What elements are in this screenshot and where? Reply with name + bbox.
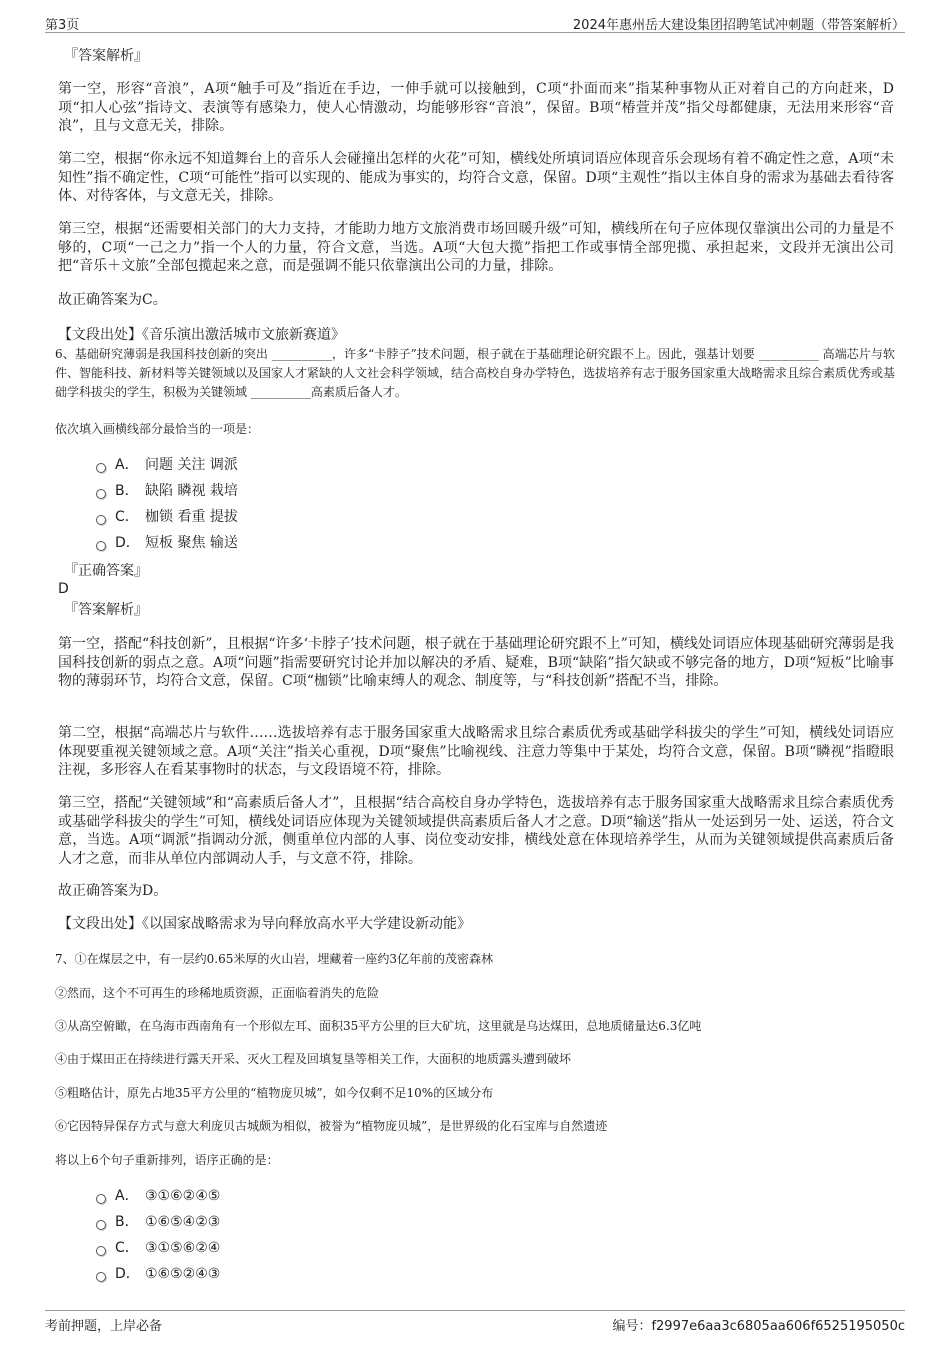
option-b[interactable]: [96, 1213, 220, 1231]
source-citation: 【文段出处】《音乐演出激活城市文旅新赛道》: [58, 327, 345, 343]
radio-icon[interactable]: [96, 515, 106, 525]
conclusion: 故正确答案为D。: [58, 883, 168, 899]
sentence-1: 7、①在煤层之中，有一层约0.65米厚的火山岩，埋藏着一座约3亿年前的茂密森林: [55, 952, 493, 966]
question-prompt: 依次填入画横线部分最恰当的一项是：: [55, 422, 260, 436]
option-letter: B．: [115, 483, 139, 499]
conclusion: 故正确答案为C。: [58, 292, 167, 308]
option-d[interactable]: [96, 1265, 220, 1283]
option-letter: B．: [115, 1214, 139, 1230]
page-header: [45, 12, 905, 33]
analysis-paragraph: 第一空，形容“音浪”，A项“触手可及”指近在手边，一伸手就可以接触到，C项“扑面而来”指某种事物从正对着自己的方向赶来，D项“扣人心弦”指诗文、表演等有感染力，使人心情激动，均能够形容“音浪”，保留。B项“椿萱并茂”指父母都健康，无法用来形容“音浪”，且与文意无关，排除。: [58, 81, 894, 135]
analysis-paragraph: 第一空，搭配“科技创新”，且根据“许多‘卡脖子’技术问题，根子就在于基础理论研究跟不上”可知，横线处词语应体现基础研究薄弱是我国科技创新的弱点之意。A项“问题”指需要研究讨论并加以解决的矛盾、疑难，B项“缺陷”指欠缺或不够完备的地方，D项“短板”比喻事物的薄弱环节，均符合文意，保留。C项“枷锁”比喻束缚人的观念、制度等，与“科技创新”搭配不当，排除。: [58, 636, 894, 690]
option-a[interactable]: [96, 1187, 220, 1205]
question-stem: 6、基础研究薄弱是我国科技创新的突出 __________，许多“卡脖子”技术问题，根子就在于基础理论研究跟不上。因此，强基计划要 __________ 高端芯片与软件、智能科技、新材料等关键领域以及国家人才紧缺的人文社会科学领域，结合高校自身办学特色，选拔培养有志于服务国家重大战略需求且综合素质优秀或基础学科拔尖的学生，积极为关键领域 __________高素质后备人才。: [55, 347, 896, 399]
option-c[interactable]: [96, 1239, 220, 1257]
option-letter: D．: [115, 1266, 140, 1282]
radio-icon[interactable]: [96, 463, 106, 473]
sentence-5: ⑤粗略估计，原先占地35平方公里的“植物庞贝城”，如今仅剩不足10%的区域分布: [55, 1086, 494, 1100]
question-prompt: 将以上6个句子重新排列，语序正确的是：: [55, 1153, 279, 1167]
option-text: ③①⑤⑥②④: [145, 1240, 221, 1256]
option-letter: A．: [115, 457, 139, 473]
option-a[interactable]: [96, 456, 238, 474]
code-value: f2997e6aa3c6805aa606f6525195050c: [651, 1319, 905, 1334]
option-letter: C．: [115, 509, 139, 525]
option-text: ①⑥⑤②④③: [145, 1266, 221, 1282]
sentence-2: ②然而，这个不可再生的珍稀地质资源，正面临着消失的危险: [55, 986, 380, 1000]
document-title: 2024年惠州岳大建设集团招聘笔试冲刺题（带答案解析）: [572, 18, 905, 33]
analysis-label: 『答案解析』: [64, 48, 148, 64]
answer-label: 『正确答案』: [64, 563, 148, 579]
option-text: 问题 关注 调派: [145, 457, 238, 473]
sentence-4: ④由于煤田正在持续进行露天开采、灭火工程及回填复垦等相关工作，大面积的地质露头遭到破坏: [55, 1052, 572, 1066]
option-text: ③①⑥②④⑤: [145, 1188, 221, 1204]
sentence-3: ③从高空俯瞰，在乌海市西南角有一个形似左耳、面积35平方公里的巨大矿坑，这里就是乌达煤田，总地质储量达6.3亿吨: [55, 1019, 702, 1033]
option-b[interactable]: [96, 482, 238, 500]
radio-icon[interactable]: [96, 1272, 106, 1282]
analysis-paragraph: 第二空，根据“高端芯片与软件……选拔培养有志于服务国家重大战略需求且综合素质优秀或基础学科拔尖的学生”可知，横线处词语应体现要重视关键领域之意。A项“关注”指关心重视，D项“聚焦”比喻视线、注意力等集中于某处，均符合文意，保留。B项“瞵视”指瞪眼注视，多形容人在看某事物时的状态，与文段语境不符，排除。: [58, 725, 894, 779]
option-c[interactable]: [96, 508, 238, 526]
document-code: [612, 1315, 905, 1334]
analysis-label: 『答案解析』: [64, 602, 148, 618]
radio-icon[interactable]: [96, 1194, 106, 1204]
option-text: 短板 聚焦 输送: [145, 535, 238, 551]
analysis-paragraph: 第三空，搭配“关键领域”和“高素质后备人才”，且根据“结合高校自身办学特色，选拔培养有志于服务国家重大战略需求且综合素质优秀或基础学科拔尖的学生”可知，横线处词语应体现为关键领域提供高素质后备人才之意。D项“输送”指从一处运到另一处、运送，符合文意，当选。A项“调派”指调动分派，侧重单位内部的人事、岗位变动安排，横线处意在体现培养学生，从而为关键领域提供高素质后备人才之意，而非从单位内部调动人手，与文意不符，排除。: [58, 795, 894, 868]
option-d[interactable]: [96, 534, 238, 552]
radio-icon[interactable]: [96, 1246, 106, 1256]
option-text: ①⑥⑤④②③: [145, 1214, 221, 1230]
radio-icon[interactable]: [96, 489, 106, 499]
page-number: 第3页: [45, 18, 80, 33]
sentence-6: ⑥它因特异保存方式与意大利庞贝古城颇为相似，被誉为“植物庞贝城”，是世界级的化石宝库与自然遗迹: [55, 1119, 608, 1133]
radio-icon[interactable]: [96, 541, 106, 551]
correct-answer: D: [58, 581, 69, 597]
footer-slogan: 考前押题，上岸必备: [45, 1319, 163, 1334]
option-text: 缺陷 瞵视 栽培: [145, 483, 238, 499]
code-label: 编号：: [612, 1319, 652, 1334]
radio-icon[interactable]: [96, 1220, 106, 1230]
analysis-paragraph: 第三空，根据“还需要相关部门的大力支持，才能助力地方文旅消费市场回暖升级”可知，横线所在句子应体现仅靠演出公司的力量是不够的，C项“一己之力”指一个人的力量，符合文意，当选。A项“大包大揽”指把工作或事情全部兜揽、承担起来，文段并无演出公司把“音乐＋文旅”全部包揽起来之意，而是强调不能只依靠演出公司的力量，排除。: [58, 221, 894, 275]
option-letter: C．: [115, 1240, 139, 1256]
option-letter: D．: [115, 535, 140, 551]
option-letter: A．: [115, 1188, 139, 1204]
source-citation: 【文段出处】《以国家战略需求为导向释放高水平大学建设新动能》: [58, 916, 471, 932]
page-footer: [45, 1310, 905, 1333]
option-text: 枷锁 看重 提拔: [145, 509, 238, 525]
analysis-paragraph: 第二空，根据“你永远不知道舞台上的音乐人会碰撞出怎样的火花”可知，横线处所填词语应体现音乐会现场有着不确定性之意，A项“未知性”指不确定性，C项“可能性”指可以实现的、能成为事实的，均符合文意，保留。D项“主观性”指以主体自身的需求为基础去看待客体、对待客体，与文意无关，排除。: [58, 151, 894, 205]
